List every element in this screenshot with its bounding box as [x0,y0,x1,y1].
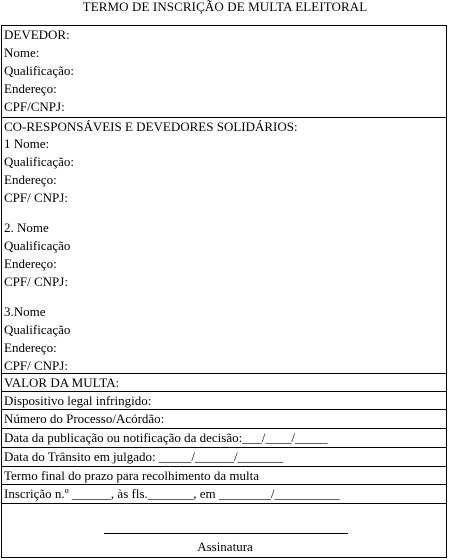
coresp-3-cpf-field: CPF/ CNPJ: [4,358,68,373]
devedor-header: DEVEDOR: [4,27,70,42]
prazo-row [2,467,446,485]
coresp-2-nome-field: 2. Nome [4,220,49,235]
coresp-2-cpf-field: CPF/ CNPJ: [4,274,68,289]
dispositivo-row [2,392,446,410]
inscricao-row [2,485,446,504]
devedor-cpf-field: CPF/CNPJ: [4,99,65,114]
valor-multa-label: VALOR DA MULTA: [4,375,120,390]
devedor-section [2,26,446,118]
devedor-qualificacao-field: Qualificação: [4,63,75,78]
prazo-label: Termo final do prazo para recolhimento da multa [4,468,260,483]
coresp-1-nome-field: 1 Nome: [4,136,50,151]
coresp-3-qualificacao-field: Qualificação [4,322,71,337]
coresponsaveis-header: CO-RESPONSÁVEIS E DEVEDORES SOLIDÁRIOS: [4,119,298,134]
valor-multa-row [2,374,446,392]
inscricao-label: Inscrição n.º ______, às fls._______, em ________/__________ [4,486,340,501]
dispositivo-label: Dispositivo legal infringido: [4,393,152,408]
coresponsaveis-section [2,118,446,374]
transito-row [2,448,446,467]
signature-line [104,533,348,534]
publicacao-row [2,429,446,448]
document-title: TERMO DE INSCRIÇÃO DE MULTA ELEITORAL [82,0,368,14]
devedor-endereco-field: Endereço: [4,81,57,96]
coresp-2-endereco-field: Endereço: [4,256,57,271]
coresp-3-endereco-field: Endereço: [4,340,57,355]
coresp-1-qualificacao-field: Qualificação: [4,154,75,169]
publicacao-label: Data da publicação ou notificação da decisão:___/____/_____ [4,430,328,445]
signature-label: Assinatura [197,539,253,554]
coresp-3-nome-field: 3.Nome [4,304,46,319]
transito-label: Data do Trânsito em julgado: _____/______/_______ [4,449,284,464]
coresp-2-qualificacao-field: Qualificação [4,238,71,253]
processo-label: Número do Processo/Acórdão: [4,411,165,426]
coresp-1-endereco-field: Endereço: [4,172,57,187]
devedor-nome-field: Nome: [4,45,40,60]
processo-row [2,410,446,429]
inscription-form [1,25,447,558]
coresp-1-cpf-field: CPF/ CNPJ: [4,190,68,205]
